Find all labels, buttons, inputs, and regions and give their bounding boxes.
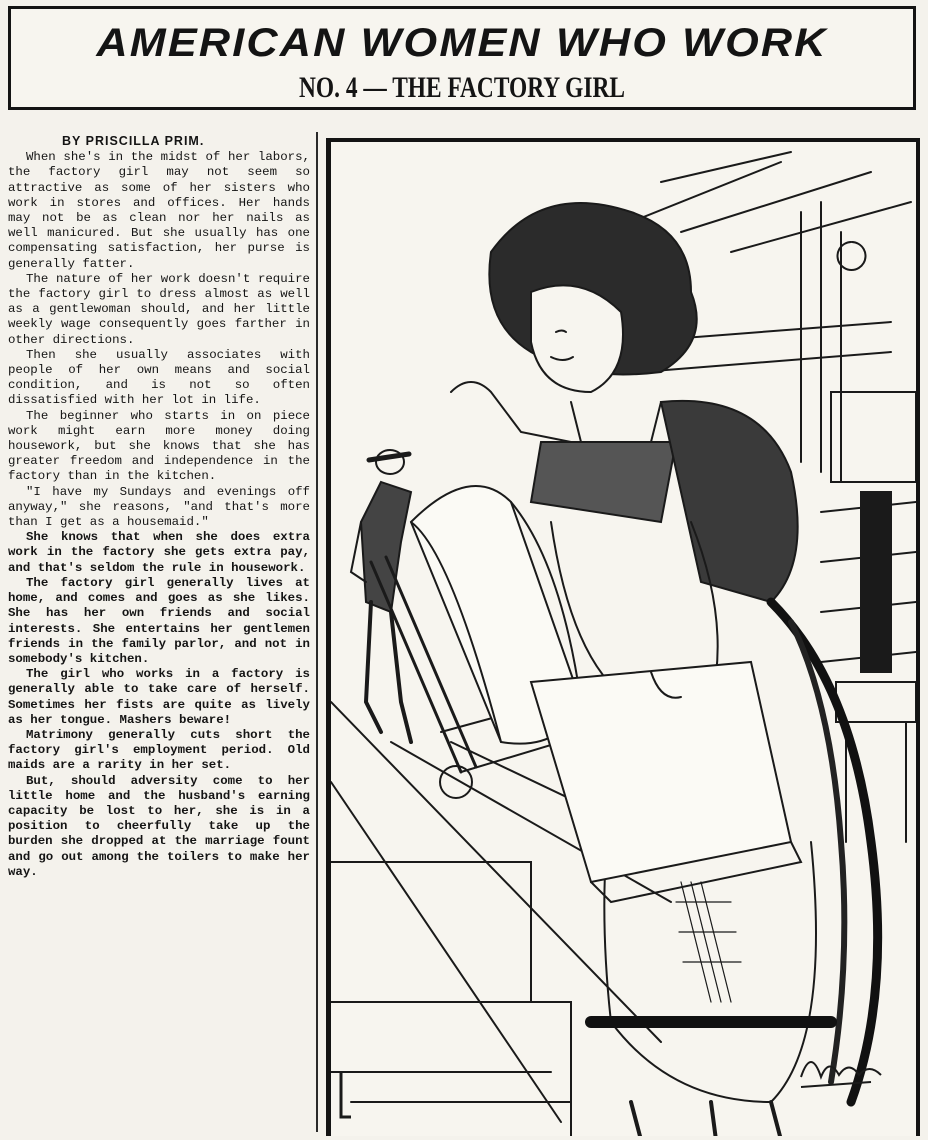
bodice [531,442,676,522]
pen-drawing [331,142,916,1136]
crate [331,862,531,1002]
column-divider [316,132,318,1132]
paragraph-6: She knows that when she does extra work in the factory she gets extra pay, and that's seldom the rule in housework. [8,530,310,575]
paragraph-2: The nature of her work doesn't require the factory girl to dress almost as well as a gentlewoman should, and her little weekly wage consequently goes farther in other directions. [8,271,310,347]
paragraph-7: The factory girl generally lives at home, and comes and goes as she likes. She has her own friends and social interests. She entertains her gentlemen friends in the family parlor, and not in somebody's kitchen. [8,575,310,666]
dark-shelf-unit [861,492,891,672]
paragraph-1: When she's in the midst of her labors, the factory girl may not seem so attractive as some of her sisters who work in stores and offices. Her hands may not be as clean nor her nails as well manicured. But she usually has one compensating satisfaction, her purse is generally fatter. [8,150,310,271]
series-title: AMERICAN WOMEN WHO WORK [96,21,828,65]
paragraph-5: "I have my Sundays and evenings off anyway," she reasons, "and that's more than I get as a housemaid." [8,484,310,530]
article-subtitle: NO. 4 — THE FACTORY GIRL [299,71,625,104]
paragraph-10: But, should adversity come to her little home and the husband's earning capacity be lost to her, she is in a position to cheerfully take up the burden she dropped at the marriage fount and go out among the toilers to make her way. [8,773,310,879]
paragraph-8: The girl who works in a factory is generally able to take care of herself. Sometimes her fists are quite as lively as her tongue. Mashers beware! [8,667,310,727]
machine-frame [801,202,841,482]
stool-top [836,682,916,722]
headline-box [8,6,916,110]
artist-signature [801,1062,881,1087]
stool-legs [846,722,906,842]
frame-corner-mark [341,1072,351,1117]
paragraph-9: Matrimony generally cuts short the factory girl's employment period. Old maids are a rarity in her set. [8,727,310,773]
plaid-pattern [676,882,741,1002]
paragraph-4: The beginner who starts in on piece work might earn more money doing housework, but she knows that she has greater freedom and independence in the factory than in the kitchen. [8,408,310,484]
paragraph-3: Then she usually associates with people of her own means and social condition, and is not so often dissatisfied with her lot in life. [8,347,310,408]
factory-girl-illustration [326,138,920,1136]
raised-arm [451,382,571,442]
article-column [8,134,310,1134]
carried-board [531,662,791,882]
puffed-sleeve [661,401,798,602]
byline: BY PRISCILLA PRIM. [62,134,205,148]
